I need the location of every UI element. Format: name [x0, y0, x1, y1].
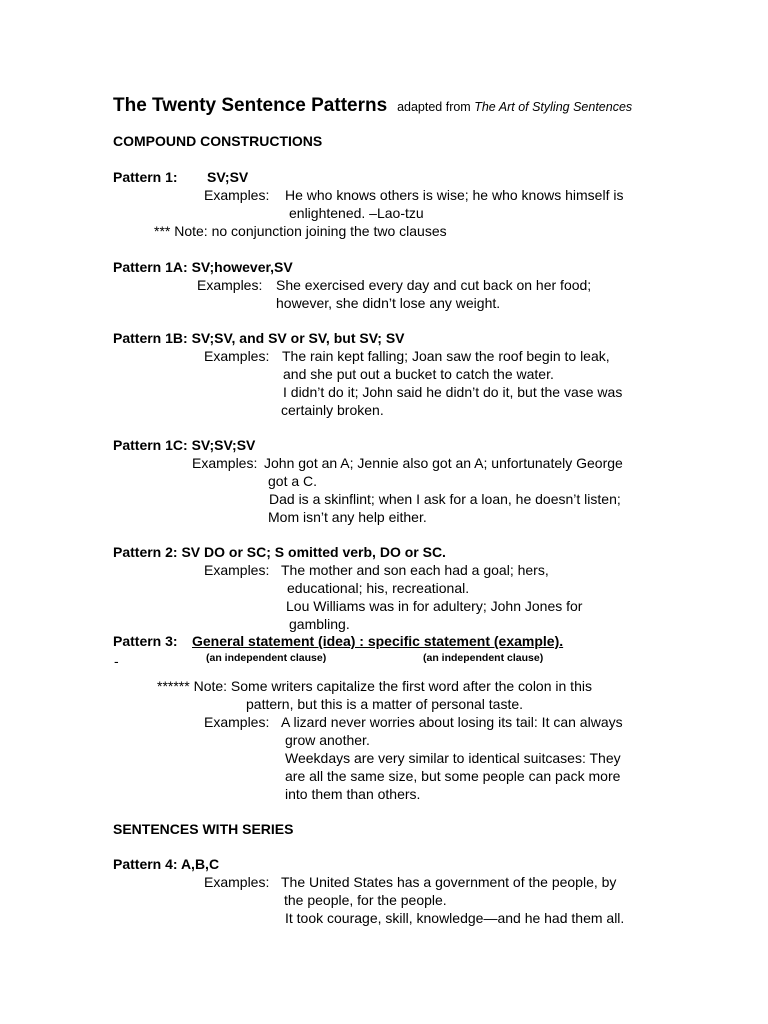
- pattern-3-example-line: into them than others.: [285, 786, 421, 802]
- title-adapted-prefix: adapted from: [397, 100, 475, 114]
- page-title: [113, 94, 632, 118]
- pattern-1b-examples-label: Examples:: [204, 348, 270, 364]
- pattern-3-dash: -: [114, 653, 119, 669]
- pattern-1b-example-line: I didn’t do it; John said he didn’t do it, but the vase was: [283, 384, 623, 400]
- pattern-3-example-line: are all the same size, but some people can pack more: [285, 768, 621, 784]
- pattern-4-heading: Pattern 4: A,B,C: [113, 856, 220, 872]
- pattern-1c-example-line: John got an A; Jennie also got an A; unfortunately George: [264, 455, 623, 471]
- title-source: The Art of Styling Sentences: [474, 100, 633, 114]
- pattern-2-heading: Pattern 2: SV DO or SC; S omitted verb, DO or SC.: [113, 544, 446, 560]
- pattern-3-sublabel-left: (an independent clause): [206, 652, 327, 664]
- section-heading-compound: COMPOUND CONSTRUCTIONS: [113, 133, 323, 149]
- pattern-3-example-line: A lizard never worries about losing its tail: It can always: [281, 714, 623, 730]
- pattern-1b-example-line: The rain kept falling; Joan saw the roof begin to leak,: [282, 348, 610, 364]
- pattern-4-example-line: It took courage, skill, knowledge—and he had them all.: [285, 910, 625, 926]
- pattern-1b-example-line: and she put out a bucket to catch the water.: [283, 366, 554, 382]
- pattern-1-label: Pattern 1:: [113, 169, 178, 185]
- section-heading-series: SENTENCES WITH SERIES: [113, 821, 294, 837]
- pattern-3-note: ****** Note: Some writers capitalize the first word after the colon in this: [157, 678, 592, 694]
- pattern-3-examples-label: Examples:: [204, 714, 270, 730]
- pattern-2-examples-label: Examples:: [204, 562, 270, 578]
- pattern-3-note: pattern, but this is a matter of personal taste.: [246, 696, 524, 712]
- pattern-1c-heading: Pattern 1C: SV;SV;SV: [113, 437, 256, 453]
- pattern-1-example-line: enlightened. –Lao-tzu: [289, 205, 424, 221]
- pattern-1c-example-line: Dad is a skinflint; when I ask for a loan, he doesn’t listen;: [269, 491, 621, 507]
- pattern-1-example-line: He who knows others is wise; he who knows himself is: [285, 187, 624, 203]
- pattern-3-formula: General statement (idea) : specific statement (example).: [192, 633, 564, 649]
- pattern-3-example-line: grow another.: [285, 732, 370, 748]
- pattern-2-example-line: Lou Williams was in for adultery; John Jones for: [286, 598, 583, 614]
- pattern-2-example-line: The mother and son each had a goal; hers,: [281, 562, 549, 578]
- pattern-4-examples-label: Examples:: [204, 874, 270, 890]
- pattern-1-formula: SV;SV: [207, 169, 249, 185]
- pattern-3-label: Pattern 3:: [113, 633, 178, 649]
- pattern-1c-examples-label: Examples:: [192, 455, 258, 471]
- title-main: The Twenty Sentence Patterns: [113, 95, 388, 116]
- pattern-4-example-line: the people, for the people.: [284, 892, 447, 908]
- pattern-1b-example-line: certainly broken.: [281, 402, 384, 418]
- pattern-3-example-line: Weekdays are very similar to identical suitcases: They: [285, 750, 621, 766]
- pattern-1a-heading: Pattern 1A: SV;however,SV: [113, 259, 293, 275]
- pattern-4-example-line: The United States has a government of the people, by: [281, 874, 617, 890]
- pattern-1a-example-line: however, she didn’t lose any weight.: [276, 295, 501, 311]
- pattern-2-example-line: educational; his, recreational.: [287, 580, 470, 596]
- pattern-1-note: *** Note: no conjunction joining the two clauses: [154, 223, 447, 239]
- pattern-1a-examples-label: Examples:: [197, 277, 263, 293]
- pattern-3-sublabel-right: (an independent clause): [423, 652, 544, 664]
- pattern-2-example-line: gambling.: [289, 616, 350, 632]
- pattern-1b-heading: Pattern 1B: SV;SV, and SV or SV, but SV; SV: [113, 330, 405, 346]
- pattern-1c-example-line: got a C.: [268, 473, 318, 489]
- pattern-1-examples-label: Examples:: [204, 187, 270, 203]
- pattern-1c-example-line: Mom isn’t any help either.: [268, 509, 427, 525]
- pattern-1a-example-line: She exercised every day and cut back on her food;: [276, 277, 592, 293]
